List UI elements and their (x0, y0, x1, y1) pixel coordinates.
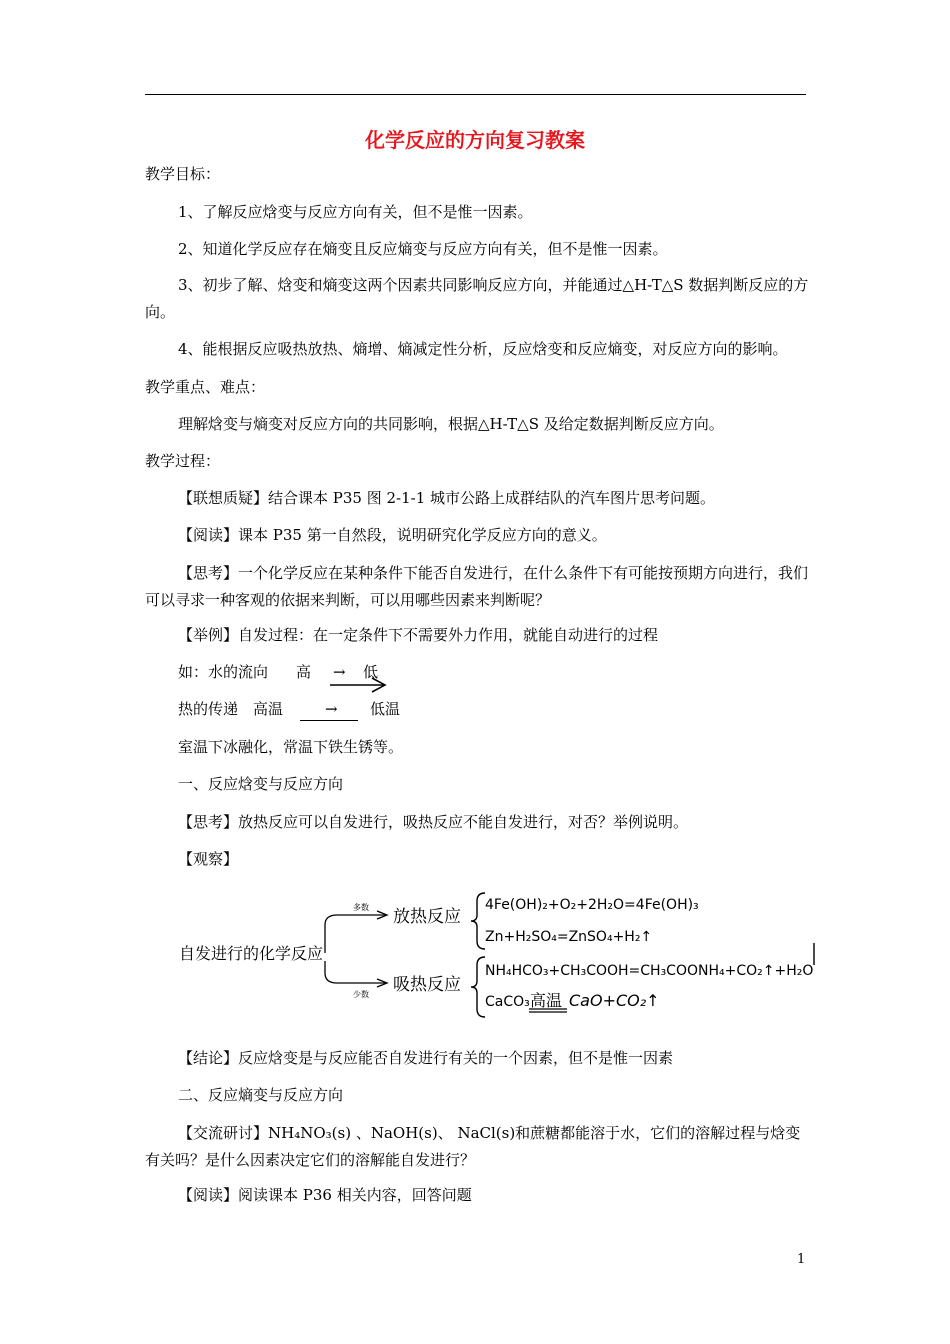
endo-equation-1: NH₄HCO₃+CH₃COOH=CH₃COONH₄+CO₂↑+H₂O (485, 963, 814, 979)
paragraph-jiaoliu: 【交流研讨】NH₄NO₃(s) 、NaOH(s)、 NaCl(s)和蔗糖都能溶于水，它们的溶解过程与焓变有关吗？是什么因素决定它们的溶解能自发进行？ (145, 1124, 801, 1169)
header-rule (145, 94, 806, 95)
upper-branch-line (325, 915, 385, 953)
water-prefix: 如：水的流向 (178, 663, 269, 681)
endo-equation-2-left: CaCO₃ (485, 994, 530, 1010)
process-heading: 教学过程： (145, 452, 221, 470)
page-title: 化学反应的方向复习教案 (365, 128, 585, 152)
section-heading-1: 一、反应焓变与反应方向 (178, 775, 344, 793)
page-number: 1 (797, 1252, 806, 1267)
goals-heading: 教学目标： (145, 165, 221, 183)
exo-label: 放热反应 (393, 907, 461, 927)
paragraph-sikao-2: 【思考】放热反应可以自发进行，吸热反应不能自发进行，对否？举例说明。 (178, 813, 689, 831)
heat-arrow-underline (300, 720, 358, 721)
exo-brace (471, 893, 485, 949)
paragraph-yuedu-2: 【阅读】阅读课本 P36 相关内容，回答问题 (178, 1186, 472, 1204)
paragraph-yuedu-1: 【阅读】课本 P35 第一自然段，说明研究化学反应方向的意义。 (178, 526, 607, 544)
endo-equation-2-condition: 高温 (530, 991, 563, 1010)
endo-equation-2-right: CaO+CO₂↑ (569, 991, 660, 1010)
goal-item-4: 4、能根据反应吸热放热、熵增、熵减定性分析，反应焓变和反应熵变，对反应方向的影响。 (178, 340, 788, 358)
heat-low: 低温 (370, 700, 401, 718)
endo-brace (471, 957, 485, 1017)
exo-equation-2: Zn+H₂SO₄=ZnSO₄+H₂↑ (485, 929, 653, 945)
heat-arrow: → (325, 700, 338, 718)
goal-item-1: 1、了解反应焓变与反应方向有关，但不是惟一因素。 (178, 203, 533, 221)
key-text: 理解焓变与熵变对反应方向的共同影响，根据△H-T△S 及给定数据判断反应方向。 (178, 415, 724, 433)
lower-small-label: 少数 (353, 990, 369, 999)
goal-item-2: 2、知道化学反应存在熵变且反应熵变与反应方向有关，但不是惟一因素。 (178, 240, 668, 258)
paragraph-guancha: 【观察】 (178, 850, 239, 868)
goal-item-3: 3、初步了解、焓变和熵变这两个因素共同影响反应方向，并能通过△H-T△S 数据判断反应的方向。 (145, 276, 809, 321)
key-heading: 教学重点、难点： (145, 378, 266, 396)
heat-high: 高温 (253, 700, 284, 718)
paragraph-sikao-1: 【思考】一个化学反应在某种条件下能否自发进行，在什么条件下有可能按预期方向进行，我们可以寻求一种客观的依据来判断，可以用哪些因素来判断呢？ (145, 564, 809, 609)
water-high: 高 (296, 663, 312, 681)
heat-prefix: 热的传递 (178, 700, 239, 718)
water-low: 低 (363, 663, 379, 681)
paragraph-lianxiang: 【联想质疑】结合课本 P35 图 2-1-1 城市公路上成群结队的汽车图片思考问题。 (178, 489, 716, 507)
paragraph-jielun: 【结论】反应焓变是与反应能否自发进行有关的一个因素，但不是惟一因素 (178, 1049, 674, 1067)
water-flow-arrow-icon (328, 676, 388, 694)
diagram-root-label: 自发进行的化学反应 (179, 944, 324, 963)
section-heading-2: 二、反应熵变与反应方向 (178, 1086, 344, 1104)
room-temp-examples: 室温下冰融化，常温下铁生锈等。 (178, 738, 404, 756)
lower-branch-line (325, 961, 385, 983)
reaction-diagram (175, 885, 825, 1025)
exo-equation-1: 4Fe(OH)₂+O₂+2H₂O=4Fe(OH)₃ (485, 897, 699, 913)
paragraph-juli: 【举例】自发过程：在一定条件下不需要外力作用，就能自动进行的过程 (178, 626, 659, 644)
upper-small-label: 多数 (353, 903, 369, 912)
water-arrow: → (333, 663, 346, 681)
endo-label: 吸热反应 (393, 975, 461, 995)
